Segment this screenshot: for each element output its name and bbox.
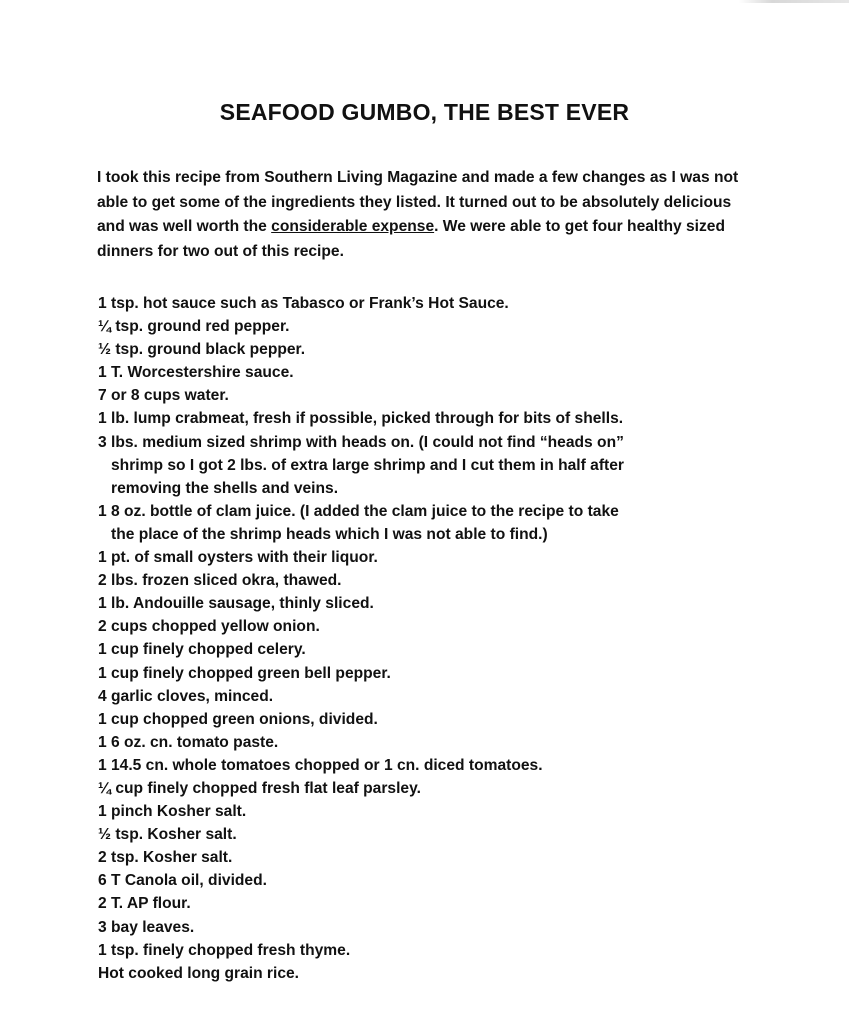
ingredient-item [98, 384, 758, 407]
ingredient-item [98, 754, 758, 777]
ingredient-text: ¼ tsp. ground red pepper. [98, 318, 290, 336]
ingredient-item [98, 662, 758, 685]
ingredient-item [98, 869, 758, 892]
page-title: SEAFOOD GUMBO, THE BEST EVER [219, 99, 630, 125]
ingredient-text: 4 garlic cloves, minced. [98, 687, 274, 705]
ingredient-item [98, 708, 758, 731]
ingredient-text: 1 lb. Andouille sausage, thinly sliced. [98, 595, 374, 613]
ingredient-item [98, 939, 758, 962]
ingredient-continuation: removing the shells and veins. [111, 479, 339, 497]
ingredient-text: 1 tsp. hot sauce such as Tabasco or Frank’s Hot Sauce. [98, 295, 509, 312]
ingredient-text: 3 lbs. medium sized shrimp with heads on. (I could not find “heads on” [98, 433, 624, 451]
ingredient-text: 2 T. AP flour. [98, 895, 191, 913]
ingredient-continuation: the place of the shrimp heads which I was not able to find.) [111, 525, 548, 543]
ingredient-item [98, 338, 758, 361]
ingredient-text: 7 or 8 cups water. [98, 387, 229, 405]
intro-paragraph [97, 166, 757, 264]
ingredient-item [98, 962, 758, 985]
ingredient-text: 2 tsp. Kosher salt. [98, 849, 233, 867]
ingredient-item [98, 569, 758, 592]
ingredient-text: 1 14.5 cn. whole tomatoes chopped or 1 cn. diced tomatoes. [98, 756, 543, 774]
ingredient-text: 1 T. Worcestershire sauce. [98, 364, 294, 382]
scan-edge-mark [739, 0, 849, 3]
ingredient-text: 2 cups chopped yellow onion. [98, 618, 320, 636]
ingredient-item [98, 546, 758, 569]
ingredient-text: 3 bay leaves. [98, 918, 195, 936]
ingredient-item [98, 846, 758, 869]
ingredient-item [98, 916, 758, 939]
ingredient-item [98, 892, 758, 915]
ingredient-list [98, 292, 758, 985]
ingredient-item [98, 615, 758, 638]
ingredient-text: 1 8 oz. bottle of clam juice. (I added the clam juice to the recipe to take [98, 502, 619, 520]
ingredient-text: ¼ cup finely chopped fresh flat leaf parsley. [98, 779, 421, 797]
ingredient-item [98, 823, 758, 846]
ingredient-text: 1 cup finely chopped celery. [98, 641, 306, 659]
ingredient-text: 1 cup finely chopped green bell pepper. [98, 664, 391, 682]
ingredient-text: ½ tsp. Kosher salt. [98, 826, 237, 844]
intro-underlined-phrase: considerable expense [271, 218, 435, 236]
ingredient-item [98, 361, 758, 384]
ingredient-item [98, 685, 758, 708]
ingredient-text: 1 pinch Kosher salt. [98, 803, 247, 821]
ingredient-text: 1 pt. of small oysters with their liquor. [98, 549, 378, 567]
ingredient-item [98, 292, 758, 315]
intro-text-start: I took this recipe from Southern Living Magazine and made a few changes as I was not able to get some of the ingredients they listed. It turned out to be absolutely delicious and was well worth the [97, 169, 739, 236]
ingredient-item [98, 407, 758, 430]
ingredient-item [98, 500, 758, 546]
ingredient-text: 6 T Canola oil, divided. [98, 872, 267, 890]
ingredient-text: Hot cooked long grain rice. [98, 964, 300, 982]
ingredient-text: 2 lbs. frozen sliced okra, thawed. [98, 572, 342, 590]
ingredient-item [98, 731, 758, 754]
ingredient-item [98, 800, 758, 823]
ingredient-item [98, 315, 758, 338]
ingredient-text: 1 lb. lump crabmeat, fresh if possible, picked through for bits of shells. [98, 410, 624, 428]
ingredient-item [98, 592, 758, 615]
ingredient-continuation: shrimp so I got 2 lbs. of extra large shrimp and I cut them in half after [111, 456, 624, 474]
ingredient-item [98, 777, 758, 800]
ingredient-text: 1 tsp. finely chopped fresh thyme. [98, 941, 351, 959]
ingredient-item [98, 431, 758, 500]
intro-text-end: . We were able to get four healthy sized dinners for two out of this recipe. [97, 218, 725, 260]
ingredient-text: ½ tsp. ground black pepper. [98, 341, 306, 359]
ingredient-text: 1 6 oz. cn. tomato paste. [98, 733, 279, 751]
ingredient-item [98, 638, 758, 661]
ingredient-text: 1 cup chopped green onions, divided. [98, 710, 378, 728]
